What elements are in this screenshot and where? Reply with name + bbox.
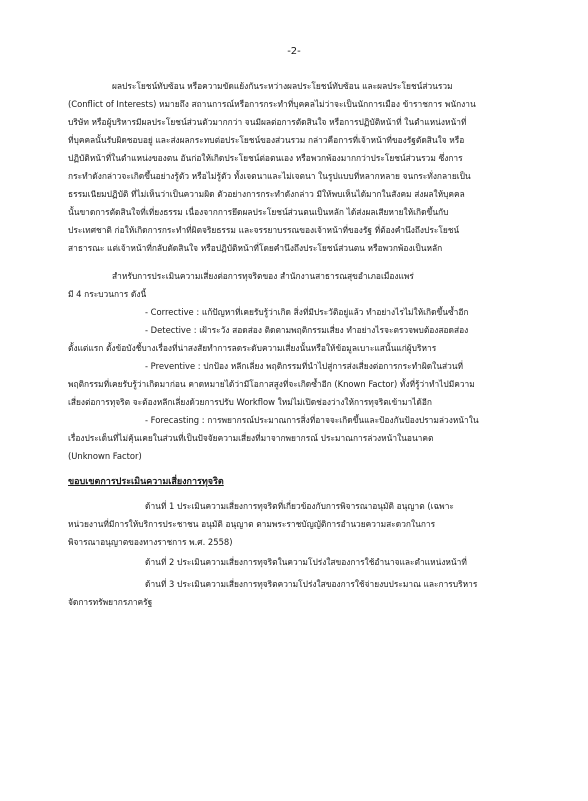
- scope1-line-2: หน่วยงานที่มีการให้บริการประชาชน อนุมัติ อนุญาต ตามพระราชบัญญัติการอำนวยความสะดวกในการ: [68, 519, 436, 529]
- page-number: -2-: [287, 46, 301, 57]
- paragraph1-line-9: ประเทศชาติ ก่อให้เกิดการกระทำที่ผิดจริยธรรม และจรรยาบรรณของเจ้าหน้าที่ของรัฐ ที่ต้องคำนึงถึงประโยชน์: [68, 225, 460, 235]
- paragraph1-line-10: สาธารณะ แต่เจ้าหน้าที่กลับตัดสินใจ หรือปฏิบัติหน้าที่โดยคำนึงถึงประโยชน์ส่วนตน หรือพวกพ้องเป็นหลัก: [68, 243, 443, 253]
- detective-line-2: ตั้งแต่แรก ตั้งข้อบังชี้บางเรื่องที่น่าสงสัยทำการลดระดับความเสี่ยงนั้นหรือให้ข้อมูลเบาะแสนั้นแก่ผู้บริหาร: [68, 343, 437, 353]
- paragraph1-line-8: นั้นขาดการตัดสินใจที่เที่ยงธรรม เนื่องจากการยึดผลประโยชน์ส่วนตนเป็นหลัก ได้ส่งผลเสียหายให้เกิดขึ้นกับ: [68, 207, 449, 217]
- paragraph1-line-4: ที่บุคคลนั้นรับผิดชอบอยู่ และส่งผลกระทบต่อประโยชน์ของส่วนรวม กล่าวคือการที่เจ้าหน้าที่ของรัฐตัดสินใจ หรือ: [68, 135, 465, 145]
- scope3-line-2: จัดการทรัพยากรภาครัฐ: [68, 597, 153, 607]
- forecasting-line-2: เรื่องประเด็นที่ไม่คุ้นเคยในส่วนที่เป็นปัจจัยความเสี่ยงที่มาจากพยากรณ์ ประมาณการล่วงหน้าในอนาคต: [68, 433, 434, 443]
- scope1-line-1: ด้านที่ 1 ประเมินความเสี่ยงการทุจริตที่เกี่ยวข้องกับการพิจารณาอนุมัติ อนุญาต (เฉพาะ: [145, 501, 454, 511]
- paragraph2-line-1: สำหรับการประเมินความเสี่ยงต่อการทุจริตของ สำนักงานสาธารณสุขอำเภอเมืองแพร่: [112, 271, 414, 281]
- detective-line-1: - Detective : เฝ้าระวัง สอดส่อง ติดตามพฤติกรรมเสี่ยง ทำอย่างไรจะตรวจพบต้องสอดส่อง: [145, 325, 469, 335]
- scope3-line-1: ด้านที่ 3 ประเมินความเสี่ยงการทุจริตความโปร่งใสของการใช้จ่ายงบประมาณ และการบริหาร: [145, 579, 478, 589]
- scope1-line-3: พิจารณาอนุญาตของทางราชการ พ.ศ. 2558): [68, 537, 233, 547]
- paragraph1-line-6: กระทำดังกล่าวจะเกิดขึ้นอย่างรู้ตัว หรือไม่รู้ตัว ทั้งเจตนาและไม่เจตนา ในรูปแบบที่หลากหลาย จนกระทั่งกลายเป็น: [68, 171, 471, 181]
- paragraph1-line-3: บริษัท หรือผู้บริหารมีผลประโยชน์ส่วนตัวมากกว่า จนมีผลต่อการตัดสินใจ หรือการปฏิบัติหน้าที่ ในตำแหน่งหน้าที่: [68, 117, 467, 127]
- preventive-line-1: - Preventive : ปกป้อง หลีกเลี่ยง พฤติกรรมที่นำไปสู่การส่งเสี่ยงต่อการกระทำผิดในส่วนที่: [145, 361, 464, 371]
- paragraph2-line-2: มี 4 กระบวนการ ดังนี้: [68, 289, 147, 299]
- paragraph1-line-1: ผลประโยชน์ทับซ้อน หรือความขัดแย้งกันระหว่างผลประโยชน์ทับซ้อน และผลประโยชน์ส่วนรวม: [112, 81, 453, 91]
- preventive-line-3: เสี่ยงต่อการทุจริต จะต้องหลีกเลี่ยงด้วยการปรับ Workflow ใหม่ไม่เปิดช่องว่างให้การทุจริตเข้ามาได้อีก: [68, 397, 432, 407]
- forecasting-line-3: (Unknown Factor): [68, 451, 142, 461]
- corrective-line: - Corrective : แก้ปัญหาที่เคยรับรู้ว่าเกิด สิ่งที่มีประวัติอยู่แล้ว ทำอย่างไรไม่ให้เกิดขึ้นซ้ำอีก: [145, 307, 469, 317]
- forecasting-line-1: - Forecasting : การพยากรณ์ประมาณการสิ่งที่อาจจะเกิดขึ้นและป้องกันป้องปรามล่วงหน้าใน: [145, 415, 479, 425]
- paragraph1-line-7: ธรรมเนียมปฏิบัติ ที่ไม่เห็นว่าเป็นความผิด ตัวอย่างการกระทำดังกล่าว มีให้พบเห็นได้มากในสังคม ส่งผลให้บุคคล: [68, 189, 465, 199]
- paragraph1-line-2: (Conflict of Interests) หมายถึง สถานการณ์หรือการกระทำที่บุคคลไม่ว่าจะเป็นนักการเมือง ข้าราชการ พนักงาน: [68, 99, 476, 109]
- paragraph1-line-5: ปฏิบัติหน้าที่ในตำแหน่งของตน อันก่อให้เกิดประโยชน์ต่อตนเอง หรือพวกพ้องมากกว่าประโยชน์ส่วนรวม ซึ่งการ: [68, 153, 463, 163]
- scope-heading: ขอบเขตการประเมินความเสี่ยงการทุจริต: [68, 477, 224, 487]
- scope2-line: ด้านที่ 2 ประเมินความเสี่ยงการทุจริตในความโปร่งใสของการใช้อำนาจและตำแหน่งหน้าที่: [145, 557, 467, 567]
- preventive-line-2: พฤติกรรมที่เคยรับรู้ว่าเกิดมาก่อน คาดหมายได้ว่ามีโอกาสสูงที่จะเกิดซ้ำอีก (Known Factor) ทั้งที่รู้ว่าทำไปมีความ: [68, 379, 475, 389]
